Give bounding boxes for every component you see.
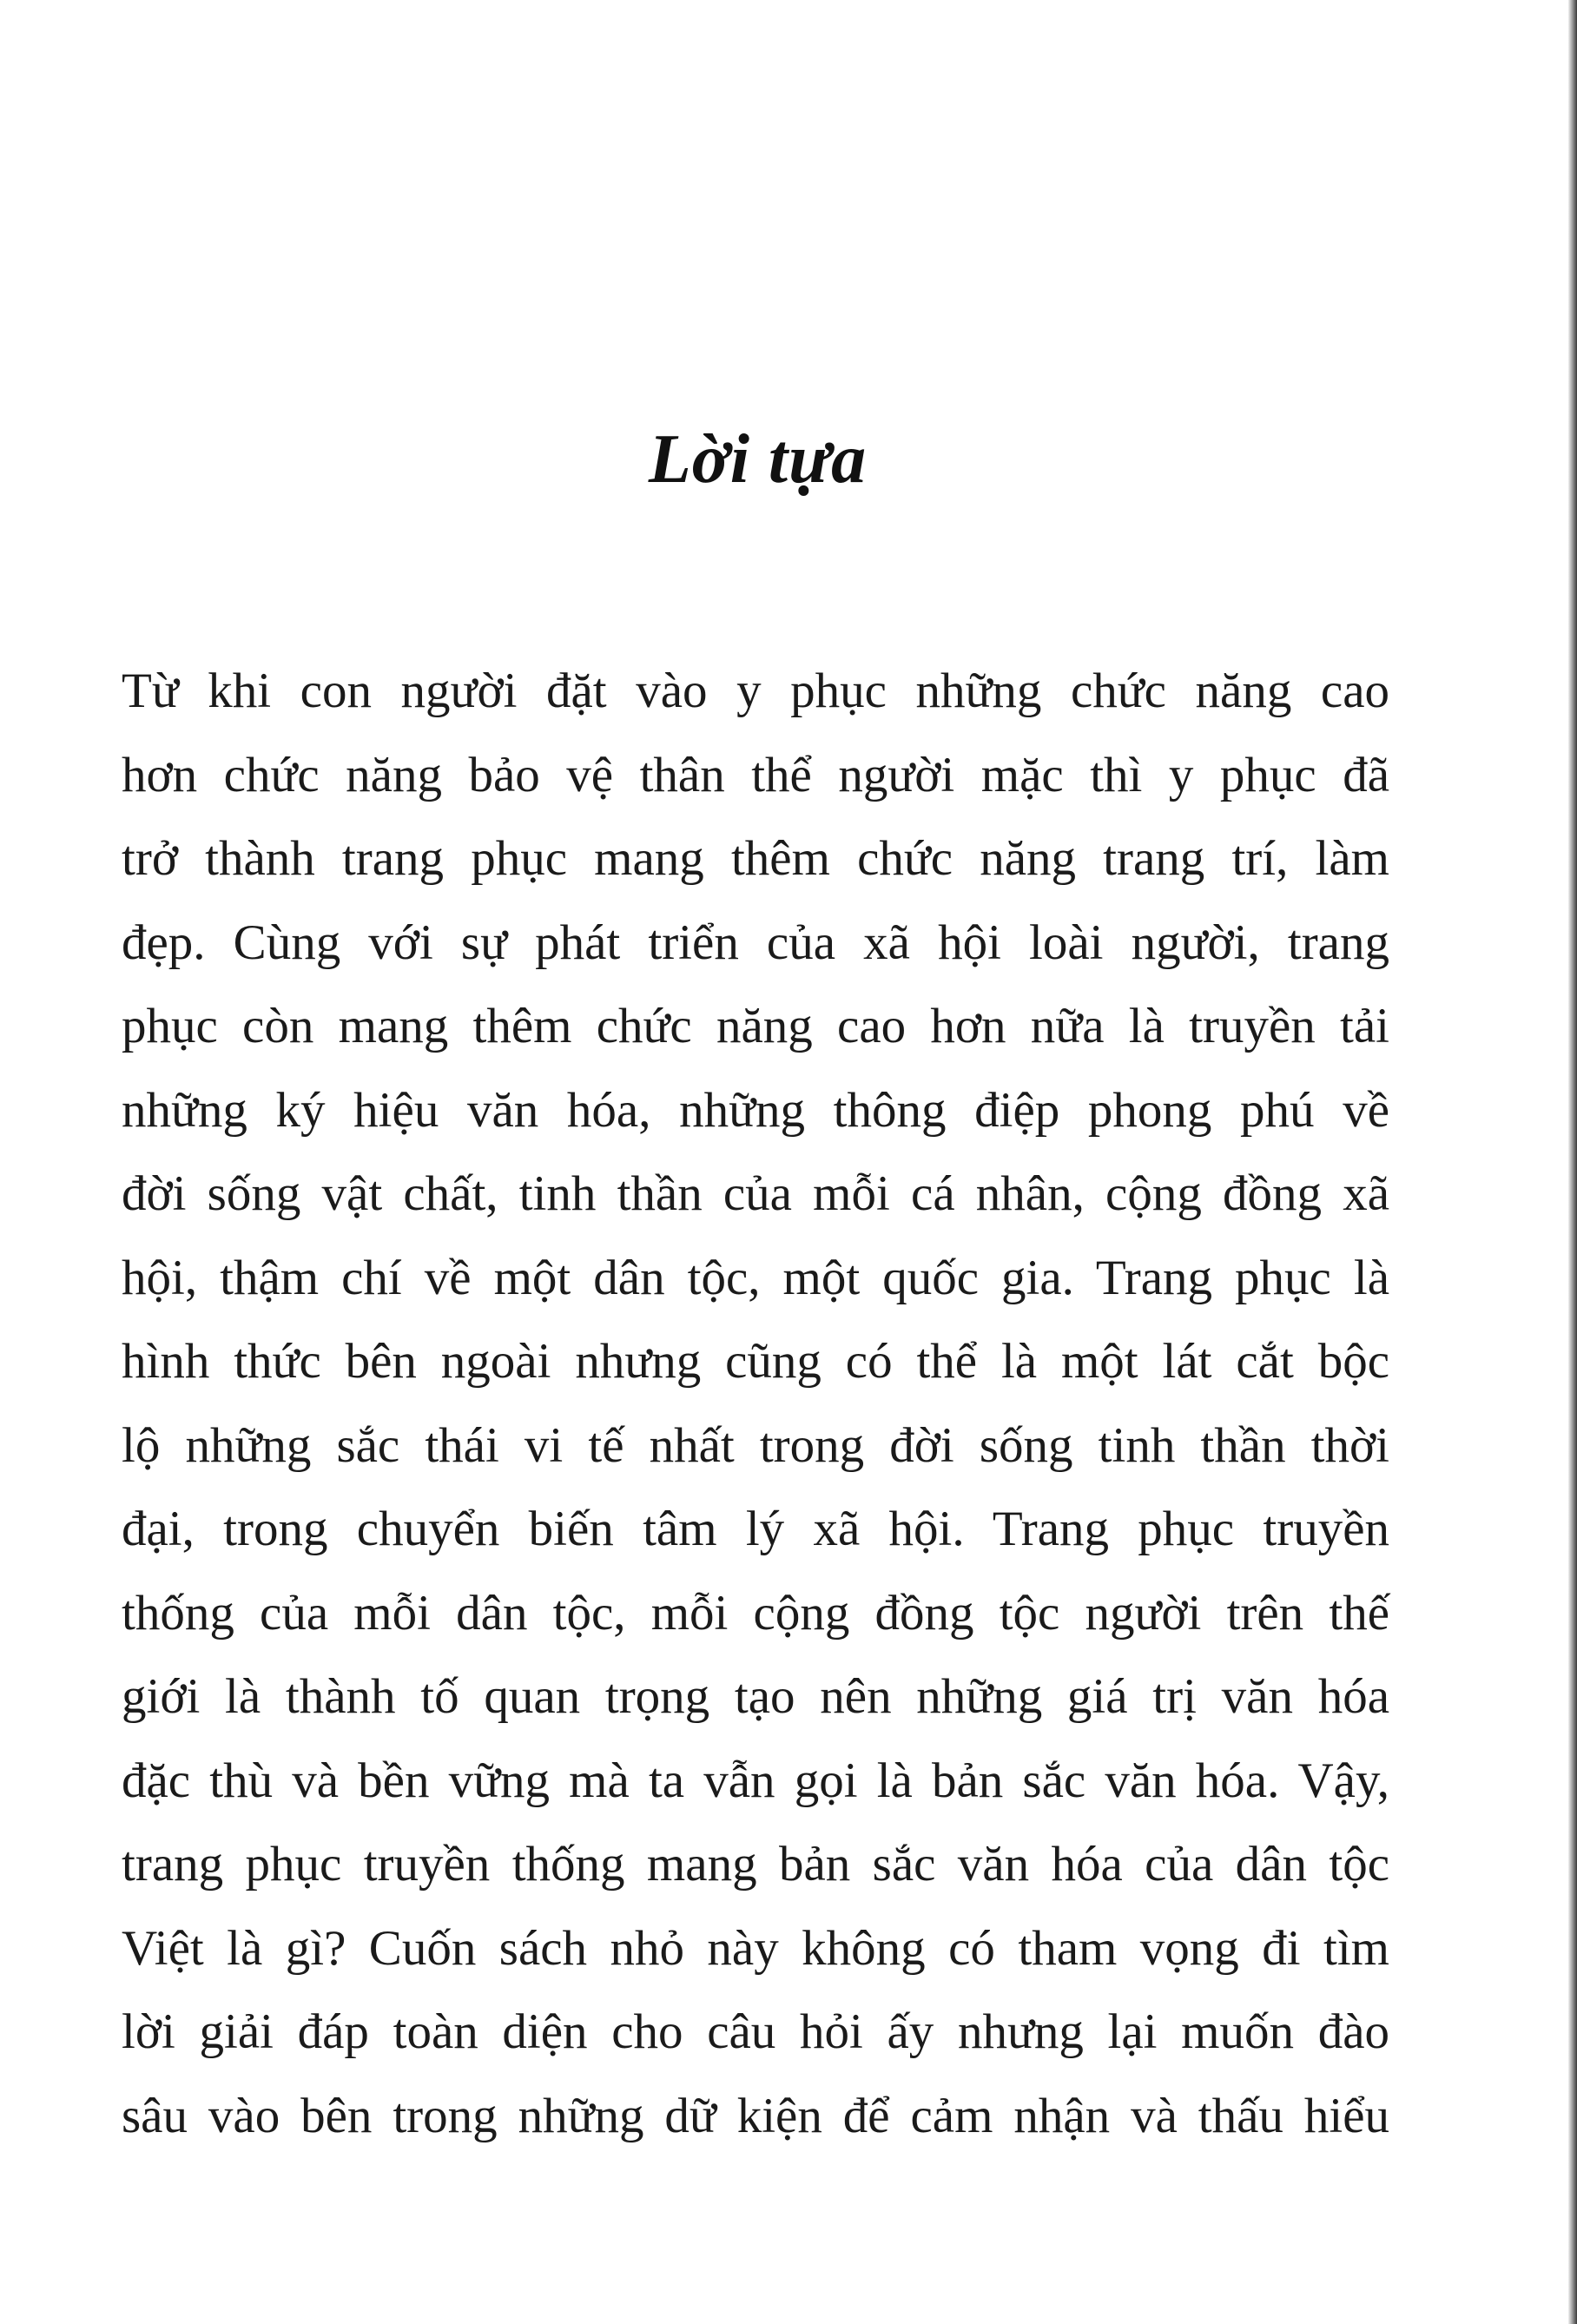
- text-line: sâu vào bên trong những dữ kiện để cảm nhận và thấu hiểu: [122, 2088, 1389, 2143]
- text-line: Từ khi con người đặt vào y phục những chức năng cao: [122, 664, 1389, 718]
- preface-body: [122, 650, 1389, 2158]
- text-line: Việt là gì? Cuốn sách nhỏ này không có tham vọng đi tìm: [122, 1920, 1389, 1976]
- text-line: đẹp. Cùng với sự phát triển của xã hội loài người, trang: [122, 914, 1389, 970]
- text-line: hội, thậm chí về một dân tộc, một quốc gia. Trang phục là: [122, 1250, 1389, 1305]
- text-line: những ký hiệu văn hóa, những thông điệp phong phú về: [122, 1082, 1389, 1138]
- text-line: phục còn mang thêm chức năng cao hơn nữa là truyền tải: [122, 999, 1389, 1053]
- text-line: hơn chức năng bảo vệ thân thể người mặc thì y phục đã: [122, 747, 1389, 802]
- text-line: đặc thù và bền vững mà ta vẫn gọi là bản sắc văn hóa. Vậy,: [122, 1753, 1389, 1808]
- text-line: trở thành trang phục mang thêm chức năng trang trí, làm: [122, 831, 1389, 886]
- text-line: lời giải đáp toàn diện cho câu hỏi ấy nhưng lại muốn đào: [122, 2004, 1389, 2059]
- text-line: trang phục truyền thống mang bản sắc văn hóa của dân tộc: [122, 1837, 1389, 1892]
- page-edge-shadow: [1568, 0, 1577, 2324]
- text-line: hình thức bên ngoài nhưng cũng có thể là một lát cắt bộc: [122, 1334, 1389, 1389]
- text-line: đại, trong chuyển biến tâm lý xã hội. Trang phục truyền: [122, 1502, 1389, 1556]
- text-line: giới là thành tố quan trọng tạo nên những giá trị văn hóa: [122, 1669, 1389, 1724]
- text-line: thống của mỗi dân tộc, mỗi cộng đồng tộc người trên thế: [122, 1585, 1389, 1641]
- text-line: lộ những sắc thái vi tế nhất trong đời sống tinh thần thời: [122, 1417, 1389, 1473]
- page-title: Lời tựa: [648, 420, 868, 498]
- text-line: đời sống vật chất, tinh thần của mỗi cá nhân, cộng đồng xã: [122, 1166, 1389, 1221]
